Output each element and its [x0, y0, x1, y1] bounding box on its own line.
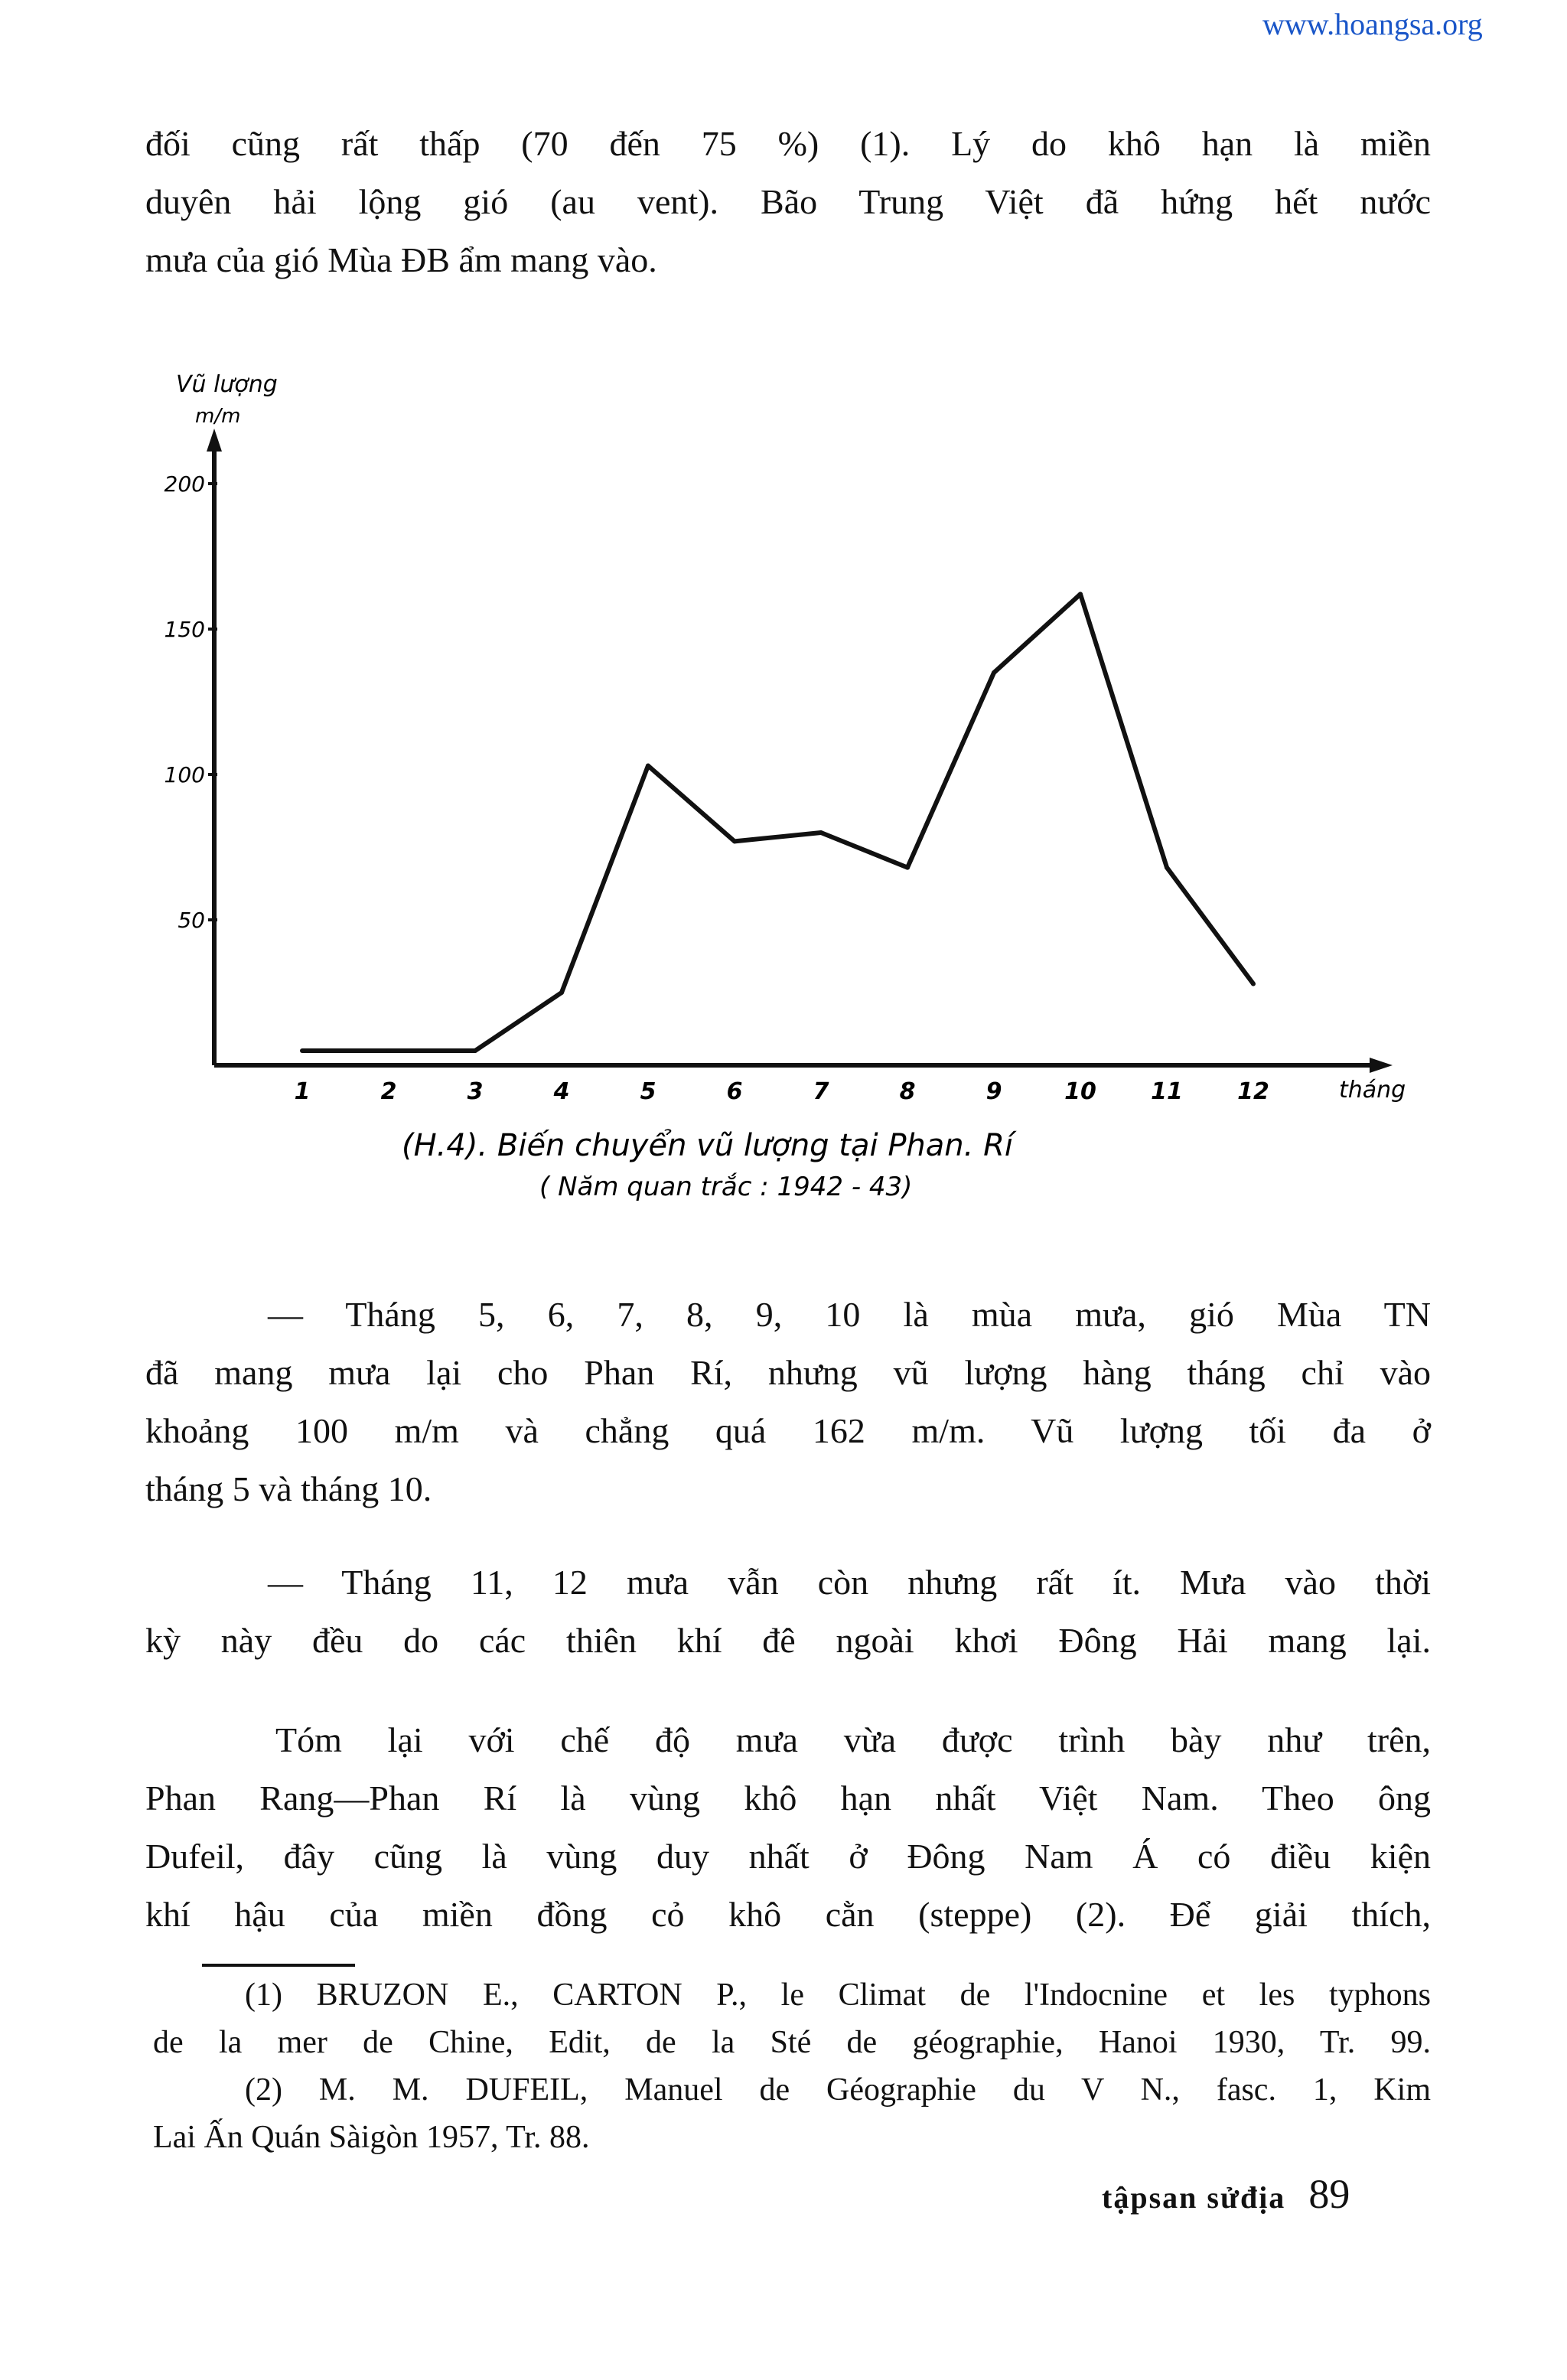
text-line: đối cũng rất thấp (70 đến 75 %) (1). Lý do khô hạn là miền [145, 124, 1431, 163]
y-tick-label: 50 [178, 908, 205, 933]
x-tick-label: 1 [294, 1078, 311, 1105]
chart-caption: (H.4). Biến chuyển vũ lượng tại Phan. Rí [402, 1128, 1013, 1163]
text-line: Dufeil, đây cũng là vùng duy nhất ở Đông Nam Á có điều kiện [145, 1837, 1431, 1876]
x-axis-arrow [1370, 1058, 1393, 1073]
paragraph-summary [145, 1711, 1431, 1944]
x-tick-label: 6 [726, 1078, 743, 1105]
x-tick-label: 7 [813, 1078, 829, 1105]
x-tick-label: 9 [985, 1078, 1002, 1105]
x-tick-label: 5 [640, 1078, 656, 1105]
text-line: duyên hải lộng gió (au vent). Bão Trung Việt đã hứng hết nước [145, 182, 1431, 221]
journal-name: tậpsan sửđịa [1102, 2180, 1286, 2215]
x-tick-label: 10 [1064, 1078, 1096, 1105]
footnote-divider [202, 1964, 355, 1967]
y-axis-unit: m/m [195, 405, 241, 428]
x-tick-label: 2 [380, 1078, 397, 1105]
data-point [1078, 592, 1083, 596]
y-axis-label: Vũ lượng [176, 371, 278, 398]
text-line: Phan Rang—Phan Rí là vùng khô hạn nhất Việt Nam. Theo ông [145, 1778, 1431, 1818]
footnote-line: (2) M. M. DUFEIL, Manuel de Géographie du V N., fasc. 1, Kim [245, 2072, 1431, 2108]
x-tick-label: 4 [553, 1078, 570, 1105]
footnote-line: Lai Ấn Quán Sàigòn 1957, Tr. 88. [153, 2120, 590, 2155]
data-point [559, 990, 564, 995]
text-line: Tóm lại với chế độ mưa vừa được trình bày như trên, [275, 1720, 1431, 1759]
site-url[interactable]: www.hoangsa.org [1262, 7, 1483, 41]
page-number: 89 [1308, 2171, 1350, 2217]
x-tick-label: 11 [1151, 1078, 1183, 1105]
paragraph-late-season [145, 1554, 1431, 1670]
data-point [386, 1048, 391, 1053]
data-point [1251, 982, 1256, 986]
x-tick-label: 3 [467, 1078, 484, 1105]
data-point [300, 1048, 305, 1053]
text-line: đã mang mưa lại cho Phan Rí, nhưng vũ lượng hàng tháng chỉ vào [145, 1353, 1431, 1392]
data-point [732, 839, 737, 843]
data-point [905, 866, 910, 870]
text-line: khí hậu của miền đồng cỏ khô cằn (steppe) (2). Để giải thích, [145, 1895, 1431, 1934]
data-point [819, 830, 823, 835]
paragraph-rainy-season [145, 1286, 1431, 1518]
data-point [646, 764, 650, 768]
y-tick-label: 200 [164, 471, 205, 497]
text-line: kỳ này đều do các thiên khí đê ngoài khơi Đông Hải mang lại. [145, 1621, 1431, 1660]
page-footer [1102, 2170, 1350, 2218]
chart-subcaption: ( Năm quan trắc : 1942 - 43) [539, 1172, 913, 1202]
y-tick-label: 150 [164, 617, 205, 642]
footnotes [153, 1971, 1431, 2161]
footnote-line: de la mer de Chine, Edit, de la Sté de géographie, Hanoi 1930, Tr. 99. [153, 2025, 1431, 2060]
text-line: — Tháng 11, 12 mưa vẫn còn nhưng rất ít. Mưa vào thời [268, 1563, 1431, 1602]
data-point [1165, 866, 1169, 870]
text-line: mưa của gió Mùa ĐB ẩm mang vào. [145, 240, 657, 279]
y-tick-label: 100 [164, 762, 205, 787]
x-tick-label: 12 [1237, 1078, 1269, 1105]
text-line: khoảng 100 m/m và chẳng quá 162 m/m. Vũ lượng tối đa ở [145, 1411, 1431, 1450]
rainfall-series-line [302, 594, 1253, 1051]
text-line: tháng 5 và tháng 10. [145, 1469, 432, 1508]
y-axis-arrow [207, 429, 222, 452]
text-line: — Tháng 5, 6, 7, 8, 9, 10 là mùa mưa, gió Mùa TN [268, 1295, 1431, 1334]
data-point [992, 670, 996, 675]
x-tick-label: 8 [899, 1078, 916, 1105]
x-axis-label: tháng [1339, 1077, 1406, 1104]
data-point [473, 1048, 477, 1053]
footnote-line: (1) BRUZON E., CARTON P., le Climat de l'Indocnine et les typhons [245, 1977, 1431, 2013]
